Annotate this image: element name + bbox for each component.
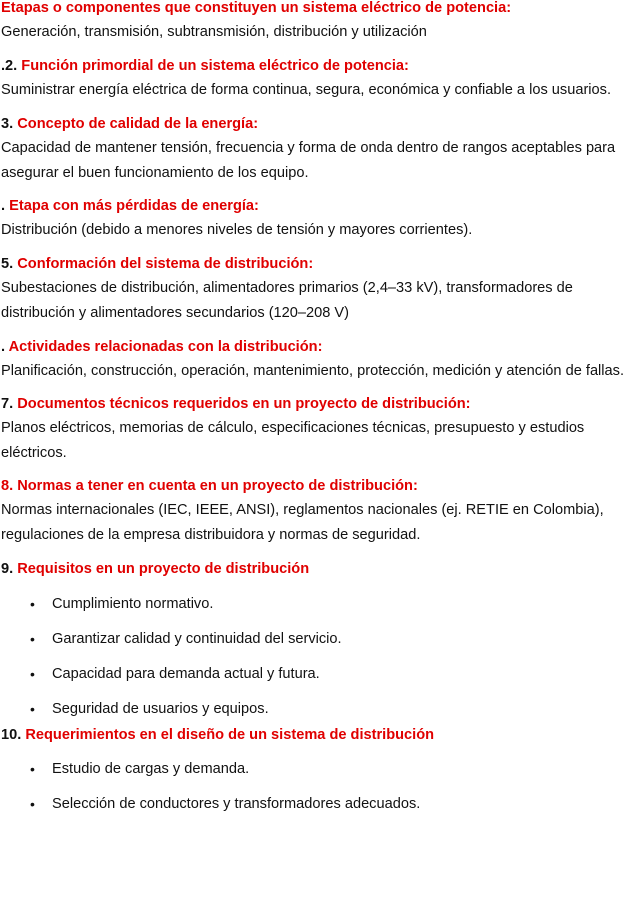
section-heading [1, 726, 637, 744]
section-4 [1, 197, 637, 243]
list-item-text: Seguridad de usuarios y equipos. [52, 701, 269, 717]
section-body: Suministrar energía eléctrica de forma continua, segura, económica y confiable a los usuarios. [1, 82, 612, 98]
list-item-text: Estudio de cargas y demanda. [52, 761, 250, 777]
section-title: Documentos técnicos requeridos en un proyecto de distribución: [17, 396, 471, 412]
section-6 [1, 338, 637, 384]
list-item-text: Capacidad para demanda actual y futura. [52, 666, 320, 682]
section-5 [1, 255, 637, 326]
list-item [1, 760, 637, 778]
section-8 [1, 477, 637, 548]
section-body: Planos eléctricos, memorias de cálculo, especificaciones técnicas, presupuesto y estudios eléctricos. [1, 420, 585, 461]
section-title: Requerimientos en el diseño de un sistema de distribución [25, 727, 435, 743]
list-item-text: Garantizar calidad y continuidad del servicio. [52, 631, 342, 647]
list-item-text: Cumplimiento normativo. [52, 596, 214, 612]
section-body: Capacidad de mantener tensión, frecuencia y forma de onda dentro de rangos aceptables para asegurar el buen funcionamiento de los equipo. [1, 140, 616, 181]
section-9 [1, 560, 637, 718]
section-heading [1, 115, 637, 133]
section-number: 3. [1, 116, 18, 132]
section-number: . [1, 339, 9, 355]
list-item [1, 595, 637, 613]
section-body: Distribución (debido a menores niveles de tensión y mayores corrientes). [1, 222, 473, 238]
bullet-icon: • [30, 596, 35, 612]
section-number: .2. [1, 58, 22, 74]
section-number: 5. [1, 256, 18, 272]
bullet-icon: • [30, 666, 35, 682]
section-title: Concepto de calidad de la energía: [17, 116, 259, 132]
section-body: Normas internacionales (IEC, IEEE, ANSI), reglamentos nacionales (ej. RETIE en Colombia), regulaciones de la empresa distribuidora y normas de seguridad. [1, 502, 604, 543]
section-heading [1, 395, 637, 413]
section-number: . [1, 198, 10, 214]
section-title: Etapas o componentes que constituyen un sistema eléctrico de potencia: [1, 0, 512, 16]
list-item-text: Selección de conductores y transformadores adecuados. [52, 796, 421, 812]
section-7 [1, 395, 637, 466]
bullet-icon: • [30, 631, 35, 647]
section-2 [1, 57, 637, 103]
section-heading [1, 477, 637, 495]
list-item [1, 630, 637, 648]
section-title: 8. Normas a tener en cuenta en un proyecto de distribución: [1, 478, 418, 494]
section-heading [1, 197, 637, 215]
section-heading [1, 57, 637, 75]
bullet-icon: • [30, 796, 35, 812]
section-title: Requisitos en un proyecto de distribución [17, 561, 310, 577]
section-body: Subestaciones de distribución, alimentadores primarios (2,4–33 kV), transformadores de distribución y alimentadores secundarios (120–208 V) [1, 280, 573, 321]
section-heading [1, 255, 637, 273]
section-number: 7. [1, 396, 18, 412]
list-item [1, 700, 637, 718]
section-heading [1, 560, 637, 578]
section-heading [1, 338, 637, 356]
section-body: Generación, transmisión, subtransmisión, distribución y utilización [1, 24, 427, 40]
section-title: Conformación del sistema de distribución: [17, 256, 314, 272]
requirements-list [1, 760, 637, 813]
section-title: Actividades relacionadas con la distribución: [8, 339, 323, 355]
section-number: 10. [1, 727, 26, 743]
section-10 [1, 726, 637, 813]
list-item [1, 665, 637, 683]
section-title: Función primordial de un sistema eléctrico de potencia: [21, 58, 409, 74]
section-1 [1, 0, 637, 45]
bullet-icon: • [30, 761, 35, 777]
section-heading [1, 0, 637, 17]
section-number: 9. [1, 561, 18, 577]
section-body: Planificación, construcción, operación, mantenimiento, protección, medición y atención de fallas. [1, 363, 625, 379]
bullet-icon: • [30, 701, 35, 717]
list-item [1, 795, 637, 813]
section-title: Etapa con más pérdidas de energía: [9, 198, 259, 214]
section-3 [1, 115, 637, 186]
requirements-list [1, 595, 637, 718]
